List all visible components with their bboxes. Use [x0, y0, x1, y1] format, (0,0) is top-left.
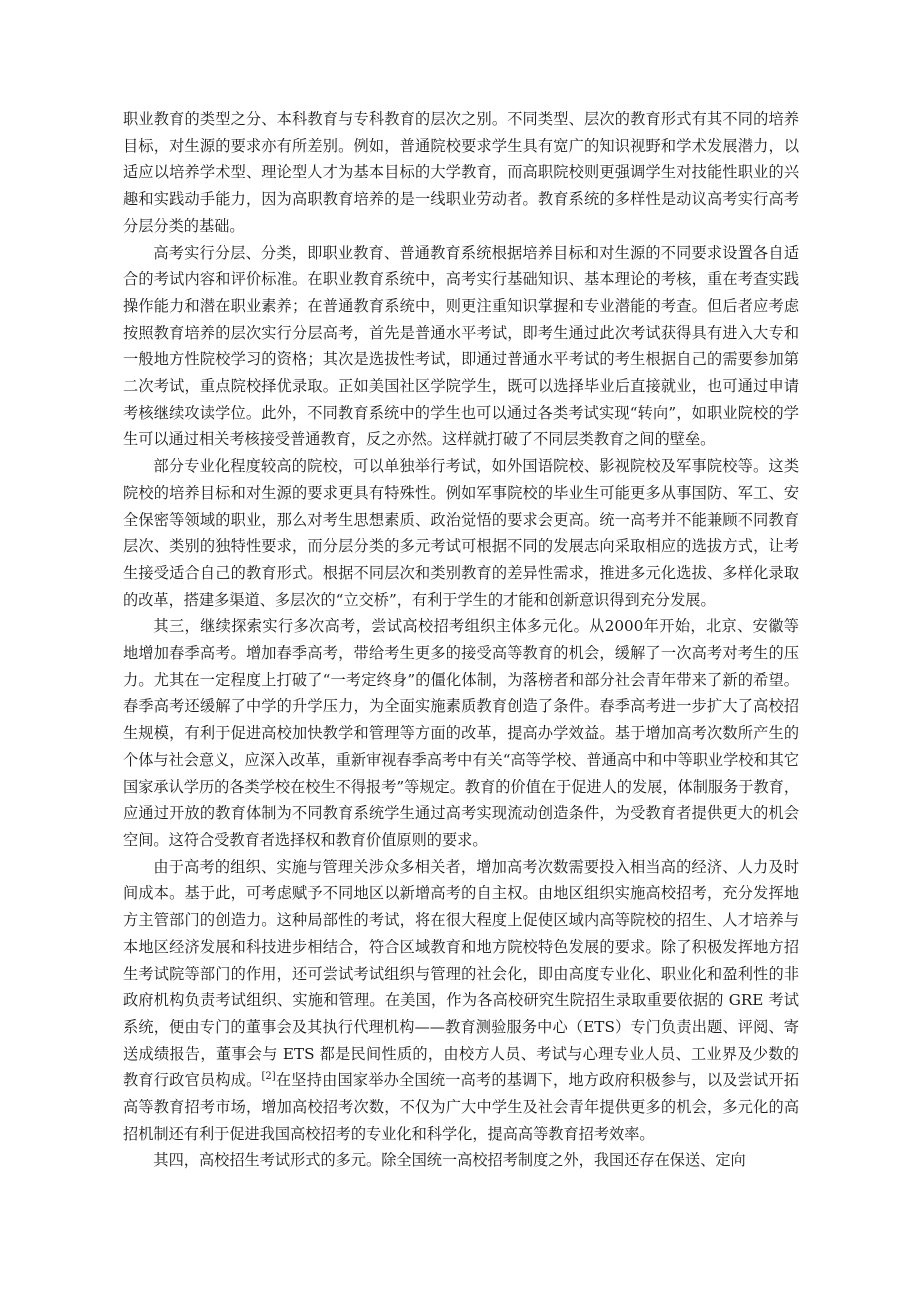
paragraph-1: 职业教育的类型之分、本科教育与专科教育的层次之别。不同类型、层次的教育形式有其不同的培养目标，对生源的要求亦有所差别。例如，普通院校要求学生具有宽广的知识视野和学术发展潜力，以适应以培养学术型、理论型人才为基本目标的大学教育，而高职院校则更强调学生对技能性职业的兴趣和实践动手能力，因为高职教育培养的是一线职业劳动者。教育系统的多样性是动议高考实行高考分层分类的基础。 [123, 110, 799, 235]
document-body [123, 106, 799, 1174]
paragraph-5-text-before: 由于高考的组织、实施与管理关涉众多相关者，增加高考次数需要投入相当高的经济、人力及时间成本。基于此，可考虑赋予不同地区以新增高考的自主权。由地区组织实施高校招考，充分发挥地方主管部门的创造力。这种局部性的考试，将在很大程度上促使区域内高等院校的招生、人才培养与本地区经济发展和科技进步相结合，符合区域教育和地方院校特色发展的要求。除了积极发挥地方招生考试院等部门的作用，还可尝试考试组织与管理的社会化，即由高度专业化、职业化和盈利性的非政府机构负责考试组织、实施和管理。在美国，作为各高校研究生院招生录取重要依据的 GRE 考试系统，便由专门的董事会及其执行代理机构——教育测验服务中心（ETS）专门负责出题、评阅、寄送成绩报告，董事会与 ETS 都是民间性质的，由校方人员、考试与心理专业人员、工业界及少数的教育行政官员构成。 [123, 857, 799, 1090]
paragraph-5 [123, 854, 799, 1148]
paragraph-5-text-after: 在坚持由国家举办全国统一高考的基调下，地方政府积极参与，以及尝试开拓高等教育招考市场，增加高校招考次数，不仅为广大中学生及社会青年提供更多的机会，多元化的高招机制还有利于促进我国高校招考的专业化和科学化，提高高等教育招考效率。 [123, 1071, 800, 1143]
paragraph-4: 其三，继续探索实行多次高考，尝试高校招考组织主体多元化。从2000年开始，北京、安徽等地增加春季高考。增加春季高考，带给考生更多的接受高等教育的机会，缓解了一次高考对考生的压力。尤其在一定程度上打破了“一考定终身”的僵化体制，为落榜者和部分社会青年带来了新的希望。春季高考还缓解了中学的升学压力，为全面实施素质教育创造了条件。春季高考进一步扩大了高校招生规模，有利于促进高校加快教学和管理等方面的改革，提高办学效益。基于增加高考次数所产生的个体与社会意义，应深入改革，重新审视春季高考中有关“高等学校、普通高中和中等职业学校和其它国家承认学历的各类学校在校生不得报考”等规定。教育的价值在于促进人的发展，体制服务于教育，应通过开放的教育体制为不同教育系统学生通过高考实现流动创造条件，为受教育者提供更大的机会空间。这符合受教育者选择权和教育价值原则的要求。 [123, 617, 800, 849]
paragraph-3: 部分专业化程度较高的院校，可以单独举行考试，如外国语院校、影视院校及军事院校等。这类院校的培养目标和对生源的要求更具有特殊性。例如军事院校的毕业生可能更多从事国防、军工、安全保密等领域的职业，那么对考生思想素质、政治觉悟的要求会更高。统一高考并不能兼顾不同教育层次、类别的独特性要求，而分层分类的多元考试可根据不同的发展志向采取相应的选拔方式，让考生接受适合自己的教育形式。根据不同层次和类别教育的差异性需求，推进多元化选拔、多样化录取的改革，搭建多渠道、多层次的“立交桥”，有利于学生的才能和创新意识得到充分发展。 [123, 457, 799, 609]
paragraph-6: 其四，高校招生考试形式的多元。除全国统一高校招考制度之外，我国还存在保送、定向 [153, 1151, 746, 1170]
citation-reference[interactable]: [2] [261, 1071, 276, 1083]
paragraph-2: 高考实行分层、分类，即职业教育、普通教育系统根据培养目标和对生源的不同要求设置各自适合的考试内容和评价标准。在职业教育系统中，高考实行基础知识、基本理论的考核，重在考查实践操作能力和潜在职业素养；在普通教育系统中，则更注重知识掌握和专业潜能的考查。但后者应考虑按照教育培养的层次实行分层高考，首先是普通水平考试，即考生通过此次考试获得具有进入大专和一般地方性院校学习的资格；其次是选拔性考试，即通过普通水平考试的考生根据自己的需要参加第二次考试，重点院校择优录取。正如美国社区学院学生，既可以选择毕业后直接就业，也可通过申请考核继续攻读学位。此外，不同教育系统中的学生也可以通过各类考试实现“转向”，如职业院校的学生可以通过相关考核接受普通教育，反之亦然。这样就打破了不同层类教育之间的壁垒。 [123, 243, 799, 449]
